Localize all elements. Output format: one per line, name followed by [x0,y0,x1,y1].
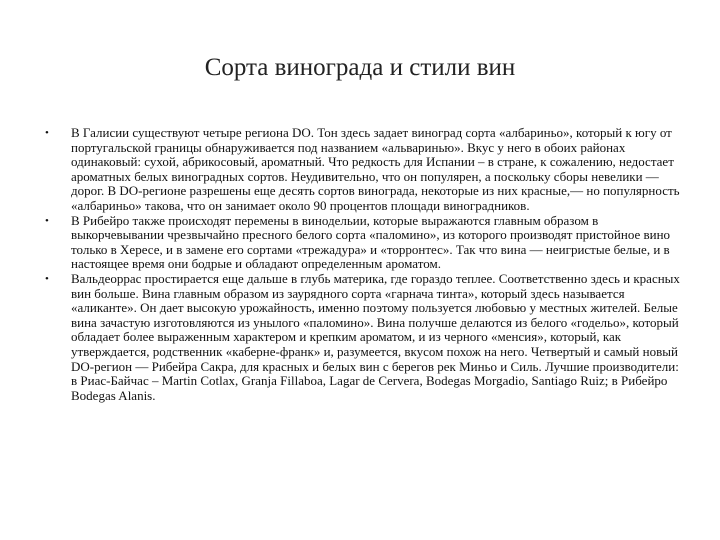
bullet-item-galicia [45,126,685,214]
bullet-item-ribeiro [45,214,685,272]
bullet-text: В Рибейро также происходят перемены в винодельии, которые выражаются главным образом в выкорчевывании чрезвычайно пресного белого сорта «паломино», из которого производят пристойное вино только в Хересе, и в замене его сортами «трежадура» и «торронтес». Так что вина — неигристые белые, и в настоящее время они бодрые и обладают определенным ароматом. [71,212,671,272]
bullet-icon: • [45,214,49,227]
slide-title: Сорта винограда и стили вин [204,54,516,81]
bullet-item-valdeorras [45,272,685,403]
bullet-list [45,126,685,403]
bullet-text: Вальдеоррас простирается еще дальше в глубь материка, где гораздо теплее. Соответственно здесь и красных вин больше. Вина главным образом из заурядного сорта «гарнача тинта», который здесь называется «аликанте». Он дает высокую урожайность, именно поэтому пользуется любовью у местных жителей. Белые вина зачастую изготовляются из унылого «паломино». Вина получше делаются из белого «годельо», который обладает более выраженным характером и крепким ароматом, и из черного «менсия», который, как утверждается, родственник «каберне-франк» и, разумеется, вкусом похож на него. Четвертый и самый новый DO-регион — Рибейра Сакра, для красных и белых вин с берегов рек Миньо и Силь. Лучшие производители: в Риас-Байчас – Martin Cotlax, Granja Fillaboa, Lagar de Cervera, Bodegas Morgadio, Santiago Ruiz; в Рибейро Bodegas Alanis. [71,270,680,403]
bullet-icon: • [45,272,49,285]
bullet-text: В Галисии существуют четыре региона DO. Тон здесь задает виноград сорта «албариньо», который к югу от португальской границы обнаруживается под названием «альваринью». Вкус у него в обоих районах одинаковый: сухой, абрикосовый, ароматный. Что редкость для Испании – в стране, к сожалению, недостает ароматных белых виноградных сортов. Неудивительно, что он популярен, а поскольку сборы невелики — дорог. В DO-регионе разрешены еще десять сортов винограда, некоторые из них красные,— но популярность «албариньо» такова, что он занимает около 90 процентов площади виноградников. [71,125,680,213]
bullet-icon: • [45,127,49,139]
